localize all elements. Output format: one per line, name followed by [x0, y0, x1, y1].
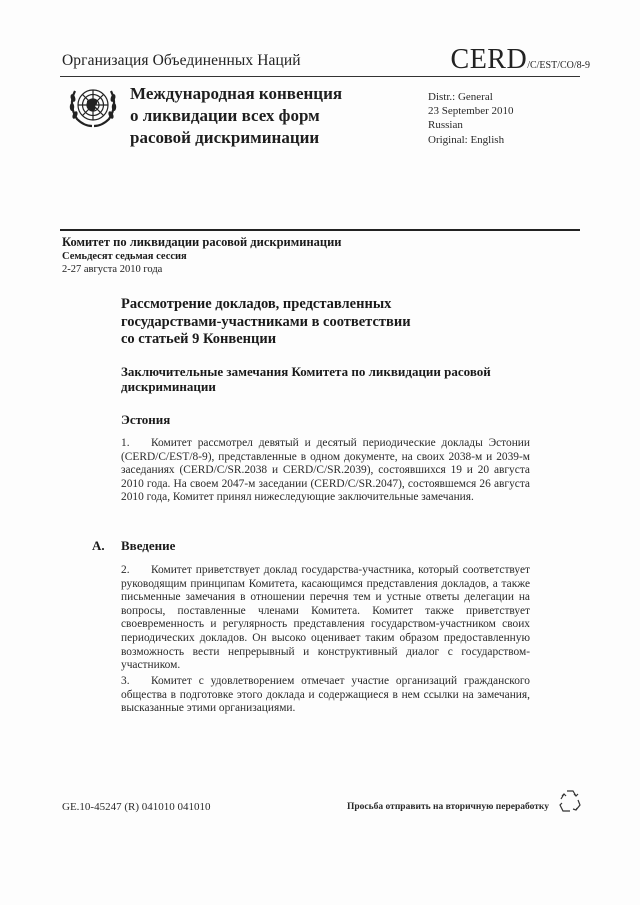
- main-title-line: государствами-участниками в соответствии: [121, 313, 411, 330]
- document-symbol-suffix: /C/EST/CO/8-9: [527, 60, 590, 71]
- concluding-observations-title: Заключительные замечания Комитета по ликвидации расовой дискриминации: [121, 364, 491, 394]
- convention-title-line: Международная конвенция: [130, 84, 343, 103]
- distribution-info: [428, 90, 514, 147]
- organization-name: Организация Объединенных Наций: [62, 52, 301, 69]
- un-emblem-icon: [65, 81, 121, 133]
- main-title-line: Рассмотрение докладов, представленных: [121, 296, 392, 312]
- convention-title-line: расовой дискриминации: [130, 128, 320, 147]
- paragraph-2: [121, 564, 530, 673]
- paragraph-text: Комитет приветствует доклад государства-участника, который соответствует руководящим принципам Комитета, касающимся представления докладов, а также письменные замечания в отношении перечня тем и устные ответы делегации на вопросы, поставленные членами Комитета. Комитет также приветствует своевременность и регулярность представления государством-участником своих периодических докладов. Он высоко оценивает таким образом предоставленную возможность вести непрерывный и конструктивный диалог с государством-участником.: [121, 564, 530, 672]
- distribution-date: 23 September 2010: [428, 105, 514, 118]
- convention-title: [130, 83, 342, 149]
- main-title: [121, 296, 411, 349]
- paragraph-number: 2.: [121, 564, 130, 576]
- convention-title-line: о ликвидации всех форм: [130, 106, 320, 125]
- recycle-icon: [558, 788, 582, 814]
- document-symbol-main: CERD: [450, 44, 528, 75]
- recycle-note: Просьба отправить на вторичную переработку: [347, 802, 549, 812]
- section-a-heading: [92, 538, 175, 554]
- distribution-language: Russian: [428, 119, 463, 132]
- section-letter: A.: [92, 538, 105, 553]
- session-dates: 2-27 августа 2010 года: [62, 264, 163, 275]
- paragraph-3: [121, 675, 530, 716]
- section-title: Введение: [121, 538, 176, 553]
- paragraph-number: 3.: [121, 675, 130, 687]
- paragraph-number: 1.: [121, 437, 130, 449]
- paragraph-text: Комитет рассмотрел девятый и десятый периодические доклады Эстонии (CERD/C/EST/8-9), представленные в одном документе, на своих 2038-м и 2039-м заседаниях (CERD/C/SR.2038 и CERD/C/SR.2039), состоявшихся 19 и 20 августа 2010 года. На своем 2047-м заседании (CERD/C/SR.2047), состоявшемся 26 августа 2010 года, Комитет принял нижеследующие заключительные замечания.: [121, 437, 530, 504]
- committee-block: [62, 236, 342, 277]
- session-name: Семьдесят седьмая сессия: [62, 250, 187, 262]
- section-rule: [60, 229, 580, 231]
- paragraph-1: [121, 437, 530, 505]
- paragraph-text: Комитет с удовлетворением отмечает участие организаций гражданского общества в подготовке этого доклада и содержащиеся в нем ссылки на замечания, высказанные этими организациями.: [121, 675, 530, 715]
- document-symbol: [451, 44, 590, 76]
- country-heading: Эстония: [121, 412, 171, 427]
- distribution-type: Distr.: General: [428, 91, 493, 103]
- original-language: Original: English: [428, 133, 505, 146]
- main-title-line: со статьей 9 Конвенции: [121, 331, 277, 347]
- header-rule: [60, 76, 580, 77]
- committee-name: Комитет по ликвидации расовой дискриминации: [62, 235, 342, 249]
- job-number: GE.10-45247 (R) 041010 041010: [62, 801, 211, 813]
